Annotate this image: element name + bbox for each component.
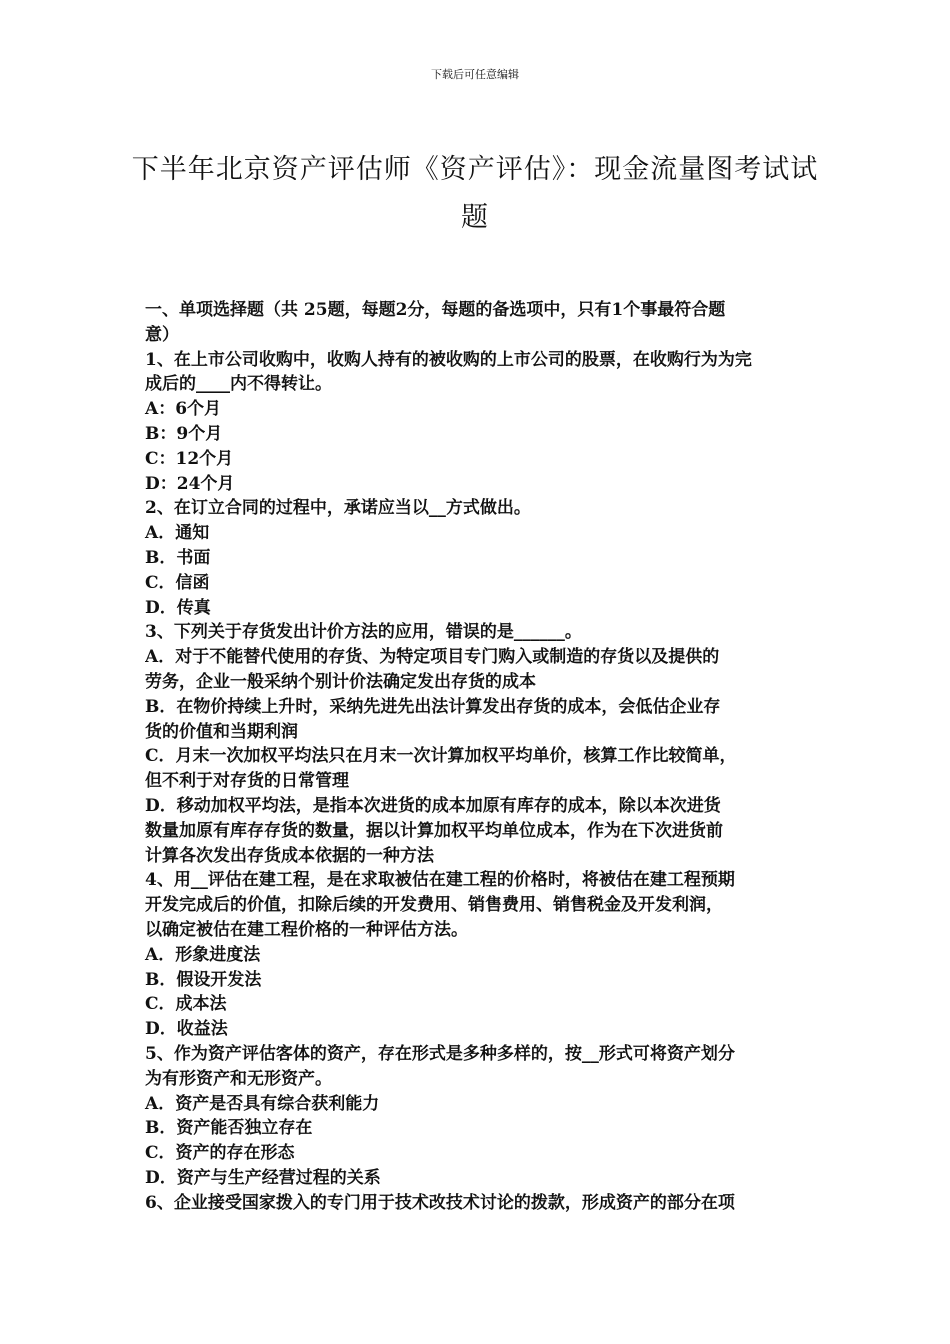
question-stem: 成后的____内不得转让。 bbox=[145, 374, 332, 395]
section-heading bbox=[145, 298, 820, 348]
question-6 bbox=[145, 1191, 820, 1216]
question-3 bbox=[145, 620, 820, 868]
option-a: A．通知 bbox=[145, 523, 210, 544]
section-heading-line-2: 意） bbox=[145, 324, 179, 345]
section-heading-line-1: 一、单项选择题（共 25题，每题2分，每题的备选项中，只有1个事最符合题 bbox=[145, 300, 726, 320]
option-b: B．资产能否独立存在 bbox=[145, 1118, 313, 1139]
option-c: C：12个月 bbox=[145, 448, 234, 469]
option-d: D．收益法 bbox=[145, 1019, 228, 1040]
document-title bbox=[130, 146, 820, 242]
option-c-cont: 但不利于对存货的日常管理 bbox=[145, 771, 349, 792]
title-line-2: 题 bbox=[461, 202, 489, 233]
option-d: D：24个月 bbox=[145, 473, 235, 494]
question-stem: 1、在上市公司收购中，收购人持有的被收购的上市公司的股票，在收购行为为完 bbox=[145, 349, 752, 370]
question-stem: 以确定被估在建工程价格的一种评估方法。 bbox=[145, 919, 468, 940]
option-d: D．资产与生产经营过程的关系 bbox=[145, 1167, 381, 1188]
option-c: C．资产的存在形态 bbox=[145, 1143, 295, 1164]
option-d-cont: 计算各次发出存货成本依据的一种方法 bbox=[145, 845, 434, 866]
option-d-cont: 数量加原有库存存货的数量，据以计算加权平均单位成本，作为在下次进货前 bbox=[145, 820, 723, 841]
question-stem: 为有形资产和无形资产。 bbox=[145, 1068, 332, 1089]
question-1 bbox=[145, 348, 820, 497]
question-stem: 6、企业接受国家拨入的专门用于技术改技术讨论的拨款，形成资产的部分在项 bbox=[145, 1192, 735, 1213]
question-stem: 3、下列关于存货发出计价方法的应用，错误的是______。 bbox=[145, 622, 582, 643]
document-body bbox=[145, 298, 820, 1215]
question-stem: 2、在订立合同的过程中，承诺应当以__方式做出。 bbox=[145, 498, 531, 519]
option-b-cont: 货的价值和当期利润 bbox=[145, 721, 298, 742]
option-c: C．成本法 bbox=[145, 994, 227, 1015]
question-4 bbox=[145, 868, 820, 1042]
option-c: C．月末一次加权平均法只在月末一次计算加权平均单价，核算工作比较简单， bbox=[145, 746, 737, 767]
option-b: B．在物价持续上升时，采纳先进先出法计算发出存货的成本，会低估企业存 bbox=[145, 696, 721, 717]
option-b: B．书面 bbox=[145, 547, 211, 568]
option-b: B．假设开发法 bbox=[145, 969, 262, 990]
question-stem: 开发完成后的价值，扣除后续的开发费用、销售费用、销售税金及开发利润， bbox=[145, 895, 723, 916]
question-2 bbox=[145, 496, 820, 620]
option-a: A：6个月 bbox=[145, 399, 222, 420]
option-d: D．移动加权平均法，是指本次进货的成本加原有库存的成本，除以本次进货 bbox=[145, 795, 721, 816]
option-a: A．资产是否具有综合获利能力 bbox=[145, 1093, 380, 1114]
option-a-cont: 劳务，企业一般采纳个别计价法确定发出存货的成本 bbox=[145, 671, 536, 692]
option-b: B：9个月 bbox=[145, 423, 223, 444]
option-a: A．对于不能替代使用的存货、为特定项目专门购入或制造的存货以及提供的 bbox=[145, 647, 720, 668]
title-line-1: 下半年北京资产评估师《资产评估》：现金流量图考试试 bbox=[131, 154, 819, 185]
option-c: C．信函 bbox=[145, 572, 210, 593]
question-5 bbox=[145, 1042, 820, 1191]
option-a: A．形象进度法 bbox=[145, 944, 261, 965]
question-stem: 4、用__评估在建工程，是在求取被估在建工程的价格时，将被估在建工程预期 bbox=[145, 870, 735, 891]
header-note: 下载后可任意编辑 bbox=[431, 68, 519, 81]
option-d: D．传真 bbox=[145, 597, 211, 618]
question-stem: 5、作为资产评估客体的资产，存在形式是多种多样的，按__形式可将资产划分 bbox=[145, 1043, 735, 1064]
